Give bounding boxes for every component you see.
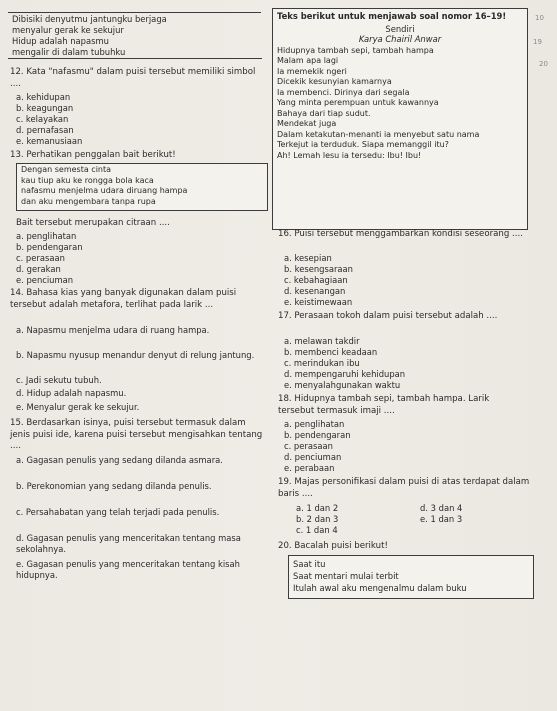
q18-option-a[interactable]: a. penglihatan — [284, 419, 345, 429]
poem-excerpt-box-top — [8, 12, 261, 13]
q19-option-b[interactable]: b. 2 dan 3 — [296, 514, 339, 524]
q15-option-c[interactable]: c. Persahabatan yang telah terjadi pada penulis. — [16, 507, 220, 517]
q13-option-c[interactable]: c. perasaan — [16, 253, 65, 263]
q20-excerpt-box — [288, 555, 534, 599]
q13-option-b[interactable]: b. pendengaran — [16, 242, 83, 252]
q13-option-e[interactable]: e. penciuman — [16, 275, 74, 285]
poem-line: Dicekik kesunyian kamarnya — [277, 77, 392, 86]
poem-box-header: Teks berikut untuk menjawab soal nomor 16–19! — [277, 11, 507, 21]
top-line: mengalir di dalam tubuhku — [12, 47, 126, 57]
q12-option-c[interactable]: c. kelayakan — [16, 114, 69, 124]
q17-option-a[interactable]: a. melawan takdir — [284, 336, 360, 346]
q14-option-b[interactable]: b. Napasmu nyusup menandur denyut di relung jantung. — [16, 350, 255, 360]
q14-option-a[interactable]: a. Napasmu menjelma udara di ruang hampa. — [16, 325, 210, 335]
q15-option-a[interactable]: a. Gagasan penulis yang sedang dilanda asmara. — [16, 455, 223, 465]
margin-note: 20 — [539, 60, 548, 68]
q18-option-c[interactable]: c. perasaan — [284, 441, 333, 451]
q20-box-line: Saat itu — [293, 559, 326, 569]
poem-line: Mendekat juga — [277, 119, 337, 128]
q13-box-line: nafasmu menjelma udara diruang hampa — [21, 186, 188, 195]
q17-option-e[interactable]: e. menyalahgunakan waktu — [284, 380, 401, 390]
q15-option-b[interactable]: b. Perekonomian yang sedang dilanda penulis. — [16, 481, 212, 491]
poem-line: Dalam ketakutan-menanti ia menyebut satu nama — [277, 129, 480, 139]
question-13-stem: 13. Perhatikan penggalan bait berikut! — [10, 150, 176, 160]
q13-option-d[interactable]: d. gerakan — [16, 264, 61, 274]
q14-option-e[interactable]: e. Menyalur gerak ke sekujur. — [16, 402, 140, 412]
q12-option-b[interactable]: b. keagungan — [16, 103, 74, 113]
q16-option-d[interactable]: d. kesenangan — [284, 286, 346, 296]
excerpt-bottom-border — [8, 58, 262, 59]
poem-line: Malam apa lagi — [277, 56, 339, 65]
q12-option-d[interactable]: d. pernafasan — [16, 125, 74, 135]
q14-option-d[interactable]: d. Hidup adalah napasmu. — [16, 388, 127, 398]
q12-option-e[interactable]: e. kemanusiaan — [16, 136, 83, 146]
question-20-stem: 20. Bacalah puisi berikut! — [278, 541, 388, 551]
q13-option-a[interactable]: a. penglihatan — [16, 231, 77, 241]
q15-option-e[interactable]: e. Gagasan penulis yang menceritakan tentang kisah hidupnya. — [16, 559, 240, 580]
poem-author: Karya Chairil Anwar — [358, 34, 442, 44]
question-13-after: Bait tersebut merupakan citraan .... — [16, 218, 170, 228]
q16-option-e[interactable]: e. keistimewaan — [284, 297, 353, 307]
question-17-stem: 17. Perasaan tokoh dalam puisi tersebut adalah .... — [278, 311, 498, 321]
margin-note: 19 — [533, 38, 542, 46]
q16-option-c[interactable]: c. kebahagiaan — [284, 275, 348, 285]
question-15-stem: 15. Berdasarkan isinya, puisi tersebut termasuk dalam jenis puisi ide, karena puisi tersebut mengisahkan tentang .... — [10, 418, 263, 451]
q17-option-c[interactable]: c. merindukan ibu — [284, 358, 360, 368]
poem-title: Sendiri — [385, 23, 415, 34]
q19-option-e[interactable]: e. 1 dan 3 — [420, 514, 463, 524]
poem-line: Bahaya dari tiap sudut. — [277, 108, 371, 118]
poem-line: Ia membenci. Dirinya dari segala — [277, 87, 410, 97]
q12-option-a[interactable]: a. kehidupan — [16, 92, 71, 102]
question-19-stem: 19. Majas personifikasi dalam puisi di atas terdapat dalam baris .... — [278, 477, 530, 499]
q19-option-d[interactable]: d. 3 dan 4 — [420, 503, 463, 513]
q17-option-b[interactable]: b. membenci keadaan — [284, 347, 378, 357]
q13-box-line: Dengan semesta cinta — [21, 165, 112, 174]
q15-option-d[interactable]: d. Gagasan penulis yang menceritakan tentang masa sekolahnya. — [16, 533, 241, 554]
top-line: Hidup adalah napasmu — [12, 36, 109, 46]
q17-option-d[interactable]: d. mempengaruhi kehidupan — [284, 369, 406, 379]
q13-box-line: kau tiup aku ke rongga bola kaca — [21, 175, 154, 185]
question-16-stem: 16. Puisi tersebut menggambarkan kondisi seseorang .... — [278, 229, 523, 239]
q20-box-line: Saat mentari mulai terbit — [293, 571, 399, 581]
question-12-stem: 12. Kata "nafasmu" dalam puisi tersebut memiliki simbol .... — [10, 67, 256, 89]
poem-box-sendiri — [272, 8, 528, 230]
q19-option-c[interactable]: c. 1 dan 4 — [296, 525, 338, 535]
q20-box-line: Itulah awal aku mengenalmu dalam buku — [293, 583, 467, 593]
top-line: menyalur gerak ke sekujur — [12, 25, 124, 35]
q19-option-a[interactable]: a. 1 dan 2 — [296, 503, 339, 513]
poem-line: Yang minta perempuan untuk kawannya — [277, 98, 439, 107]
q16-option-a[interactable]: a. kesepian — [284, 253, 332, 263]
top-line: Dibisiki denyutmu jantungku berjaga — [12, 14, 167, 24]
question-14-stem: 14. Bahasa kias yang banyak digunakan dalam puisi tersebut adalah metafora, terlihat pada larik ... — [10, 288, 237, 310]
q13-box-line: dan aku mengembara tanpa rupa — [21, 196, 156, 206]
q13-excerpt-box — [16, 163, 268, 211]
margin-note: 10 — [535, 14, 544, 22]
poem-line: Hidupnya tambah sepi, tambah hampa — [277, 45, 434, 55]
q16-option-b[interactable]: b. kesengsaraan — [284, 264, 353, 274]
q18-option-b[interactable]: b. pendengaran — [284, 430, 351, 440]
poem-line: Terkejut ia terduduk. Siapa memanggil itu? — [277, 140, 449, 149]
q14-option-c[interactable]: c. Jadi sekutu tubuh. — [16, 375, 102, 385]
q18-option-e[interactable]: e. perabaan — [284, 463, 335, 473]
question-18-stem: 18. Hidupnya tambah sepi, tambah hampa. Larik tersebut termasuk imaji .... — [278, 394, 490, 416]
poem-line: Ia memekik ngeri — [277, 66, 347, 76]
poem-line: Ah! Lemah lesu ia tersedu: Ibu! Ibu! — [277, 150, 422, 160]
q18-option-d[interactable]: d. penciuman — [284, 452, 342, 462]
